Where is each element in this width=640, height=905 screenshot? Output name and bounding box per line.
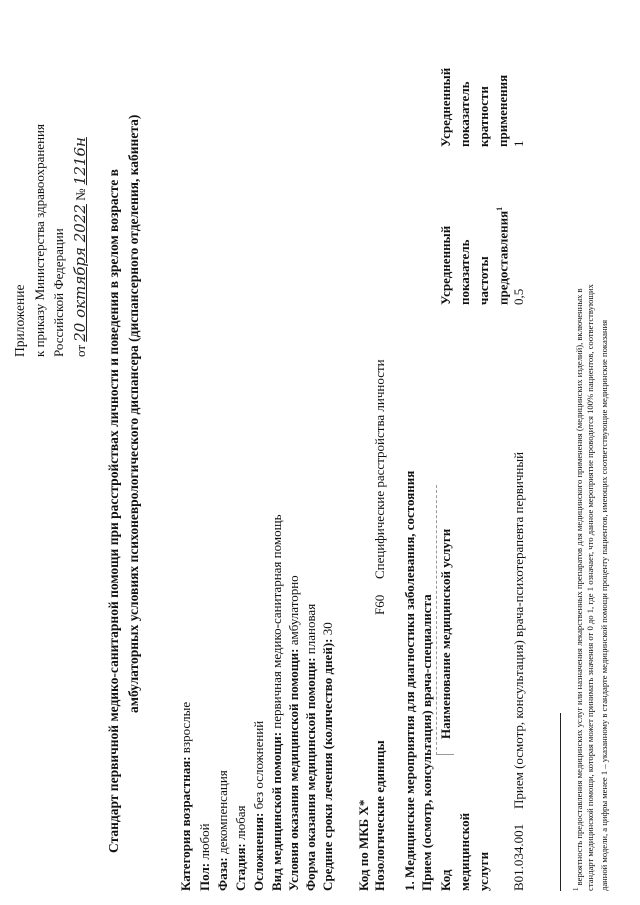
param-stage-value: любая	[233, 805, 248, 841]
table-column-rule	[436, 754, 454, 755]
param-duration-value: 30	[320, 622, 335, 636]
param-form-label: Форма оказания медицинской помощи:	[303, 657, 318, 891]
th-freq-2: показатель	[457, 239, 472, 305]
param-complications	[251, 721, 267, 891]
param-conditions-label: Условия оказания медицинской помощи:	[286, 648, 301, 891]
footnote-mark: 1	[572, 887, 580, 891]
th-freq-4	[495, 207, 511, 305]
param-sex-value: любой	[197, 823, 212, 860]
footnote-line-2: стандарт медицинской помощи, которая может принимать значения от 0 до 1, где 1 означает, что данное мероприятие проводится 100% пациентов, соответствующих	[585, 284, 595, 891]
icd-code: F60	[372, 594, 387, 615]
th-mult-1: Усредненный	[438, 67, 453, 147]
param-conditions	[286, 575, 302, 891]
number-sign: №	[73, 188, 88, 201]
section-1-subtitle: Прием (осмотр, консультация) врача-специалиста	[419, 594, 434, 891]
th-mult-4: применения	[495, 74, 510, 147]
header-line-1: Приложение	[12, 284, 27, 357]
th-freq-4-text: предоставления	[495, 210, 511, 305]
param-sex	[197, 823, 213, 891]
param-care-type-value: первичная медико-санитарная помощь	[269, 514, 284, 729]
icd-nosology-label: Нозологические единицы	[372, 740, 387, 891]
param-stage	[233, 805, 249, 891]
th-mult-2: показатель	[457, 81, 472, 147]
param-phase-label: Фаза:	[215, 857, 230, 891]
param-age-label: Категория возрастная:	[178, 756, 193, 891]
param-stage-label: Стадия:	[233, 843, 248, 891]
param-complications-value: без осложнений	[251, 720, 266, 810]
row-1-code: B01.034.001	[511, 823, 526, 891]
title-line-1: Стандарт первичной медико-санитарной помощи при расстройствах личности и поведения в зрелом возрасте в	[106, 169, 121, 853]
handwritten-order-number: 1216н	[71, 137, 89, 186]
footnote-text-1: вероятность предоставления медицинских услуг или назначения лекарственных препаратов для медицинского применения (медицинских изделий), включенных в	[573, 288, 584, 886]
icd-name: Специфические расстройства личности	[372, 359, 387, 579]
param-form-value: плановая	[303, 603, 318, 655]
param-duration-label: Средние сроки лечения (количество дней):	[320, 638, 335, 891]
th-code-1: Код	[438, 869, 453, 891]
footnote-line-3: данной модели, а цифры менее 1 – указанному в стандарте медицинской помощи проценту пациентов, имеющих соответствующие медицинские показания	[599, 319, 609, 891]
param-care-type-label: Вид медицинской помощи:	[269, 731, 284, 891]
param-form	[303, 604, 319, 891]
header-line-3: Российской Федерации	[51, 228, 66, 357]
row-1-mult: 1	[511, 140, 526, 147]
th-freq-footnote-mark: 1	[495, 206, 504, 211]
th-freq-3: частоты	[476, 256, 491, 305]
th-freq-1: Усредненный	[438, 225, 453, 305]
date-prefix: от	[73, 344, 88, 357]
param-age	[178, 702, 194, 891]
param-phase-value: декомпенсация	[215, 770, 230, 855]
icd-code-header: Код по МКБ X*	[356, 799, 371, 891]
title-line-2: амбулаторных условиях психоневрологического диспансера (диспансерного отделения, кабинета)	[126, 114, 141, 713]
th-mult-3: кратности	[476, 86, 491, 147]
param-sex-label: Пол:	[197, 862, 212, 891]
th-code-3: услуги	[476, 851, 491, 891]
header-line-2: к приказу Министерства здравоохранения	[32, 124, 47, 357]
param-care-type	[269, 514, 285, 891]
handwritten-date: 20 октября 2022	[71, 204, 89, 342]
param-conditions-value: амбулаторно	[286, 575, 301, 646]
footnote-separator	[560, 713, 561, 891]
th-code-2: медицинской	[457, 812, 472, 891]
param-phase	[215, 770, 231, 891]
row-1-name: Прием (осмотр, консультация) врача-психотерапевта первичный	[511, 451, 526, 809]
row-1-freq: 0,5	[511, 288, 526, 305]
param-complications-label: Осложнения:	[251, 812, 266, 891]
param-age-value: взрослые	[178, 701, 193, 754]
param-duration	[320, 622, 336, 891]
header-date-line	[71, 137, 89, 357]
th-name: Наименование медицинской услуги	[438, 528, 453, 739]
section-1-title: 1. Медицинские мероприятия для диагностики заболевания, состояния	[402, 470, 417, 891]
table-header-rule	[436, 485, 437, 755]
